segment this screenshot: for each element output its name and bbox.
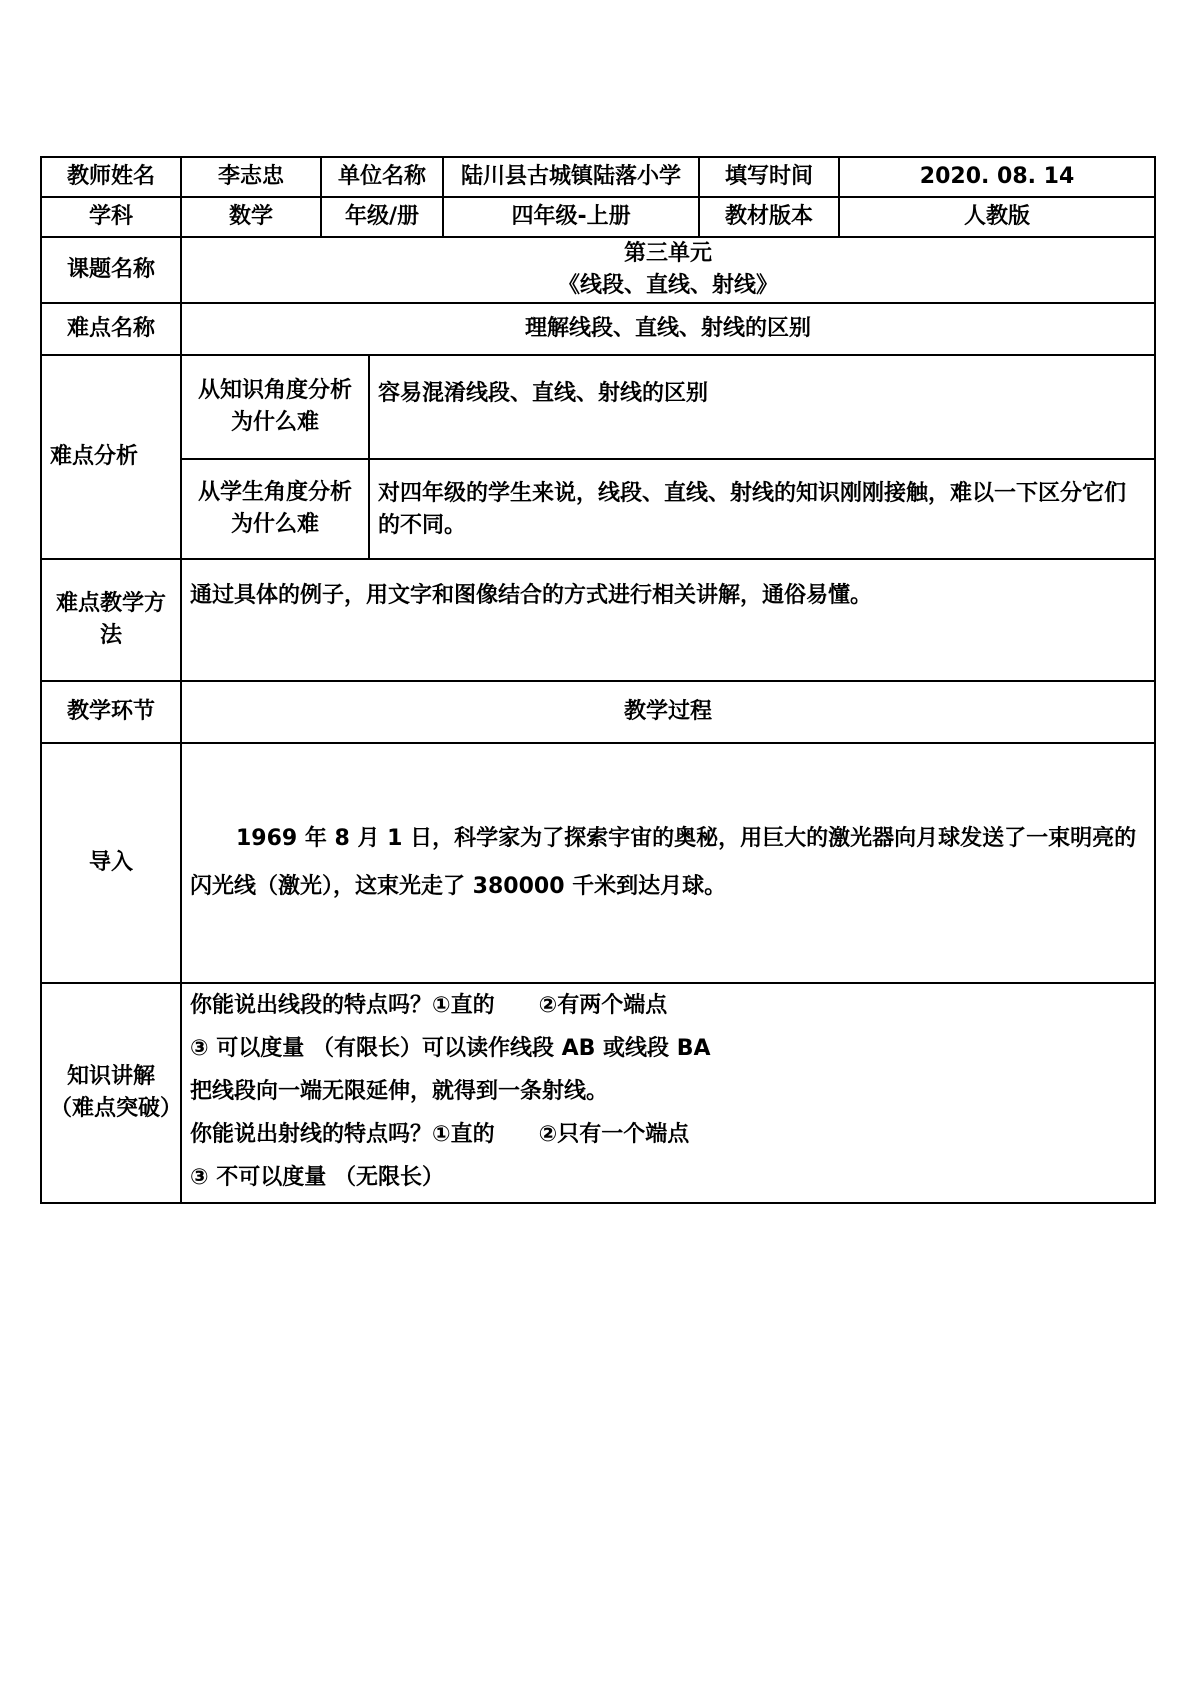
difficulty-value: 理解线段、直线、射线的区别 xyxy=(181,303,1155,355)
subject-value: 数学 xyxy=(181,197,321,237)
knowledge-line: 你能说出射线的特点吗？①直的 ②只有一个端点 xyxy=(190,1122,690,1147)
method-row xyxy=(41,559,1155,681)
grade-label: 年级/册 xyxy=(321,197,443,237)
student-angle-label: 从学生角度分析为什么难 xyxy=(181,459,369,559)
time-label: 填写时间 xyxy=(699,157,839,197)
process-left-label: 教学环节 xyxy=(41,681,181,743)
knowledge-row xyxy=(41,983,1155,1203)
knowledge-line: 把线段向一端无限延伸，就得到一条射线。 xyxy=(190,1079,609,1104)
knowledge-line: ③ 可以度量 （有限长）可以读作线段 AB 或线段 BA xyxy=(190,1036,711,1061)
intro-text xyxy=(181,743,1155,983)
grade-value: 四年级-上册 xyxy=(443,197,699,237)
topic-label: 课题名称 xyxy=(41,237,181,303)
intro-paragraph: 1969 年 8 月 1 日，科学家为了探索宇宙的奥秘，用巨大的激光器向月球发送了一束明亮的闪光线（激光），这束光走了 380000 千米到达月球。 xyxy=(190,826,1137,899)
topic-row xyxy=(41,237,1155,303)
knowledge-label: 知识讲解（难点突破） xyxy=(41,983,181,1203)
version-value: 人教版 xyxy=(839,197,1155,237)
knowledge-line: ③ 不可以度量 （无限长） xyxy=(190,1165,444,1190)
process-header-row xyxy=(41,681,1155,743)
topic-line-2: 《线段、直线、射线》 xyxy=(558,273,779,298)
method-label: 难点教学方法 xyxy=(41,559,181,681)
analysis-row-student xyxy=(41,459,1155,559)
difficulty-row xyxy=(41,303,1155,355)
knowledge-content xyxy=(181,983,1155,1203)
header-row-2 xyxy=(41,197,1155,237)
method-value: 通过具体的例子，用文字和图像结合的方式进行相关讲解，通俗易懂。 xyxy=(181,559,1155,681)
topic-line-1: 第三单元 xyxy=(624,241,713,266)
teacher-value: 李志忠 xyxy=(181,157,321,197)
unit-label: 单位名称 xyxy=(321,157,443,197)
version-label: 教材版本 xyxy=(699,197,839,237)
difficulty-label: 难点名称 xyxy=(41,303,181,355)
lesson-plan-table xyxy=(40,156,1156,1204)
knowledge-angle-value: 容易混淆线段、直线、射线的区别 xyxy=(369,355,1155,459)
intro-row xyxy=(41,743,1155,983)
subject-label: 学科 xyxy=(41,197,181,237)
knowledge-line: 你能说出线段的特点吗？①直的 ②有两个端点 xyxy=(190,993,668,1018)
header-row-1 xyxy=(41,157,1155,197)
process-right-label: 教学过程 xyxy=(181,681,1155,743)
analysis-label: 难点分析 xyxy=(41,355,181,559)
teacher-label: 教师姓名 xyxy=(41,157,181,197)
student-angle-value: 对四年级的学生来说，线段、直线、射线的知识刚刚接触，难以一下区分它们的不同。 xyxy=(369,459,1155,559)
topic-value xyxy=(181,237,1155,303)
knowledge-angle-label: 从知识角度分析为什么难 xyxy=(181,355,369,459)
intro-label: 导入 xyxy=(41,743,181,983)
analysis-row-knowledge xyxy=(41,355,1155,459)
time-value: 2020. 08. 14 xyxy=(839,157,1155,197)
unit-value: 陆川县古城镇陆落小学 xyxy=(443,157,699,197)
